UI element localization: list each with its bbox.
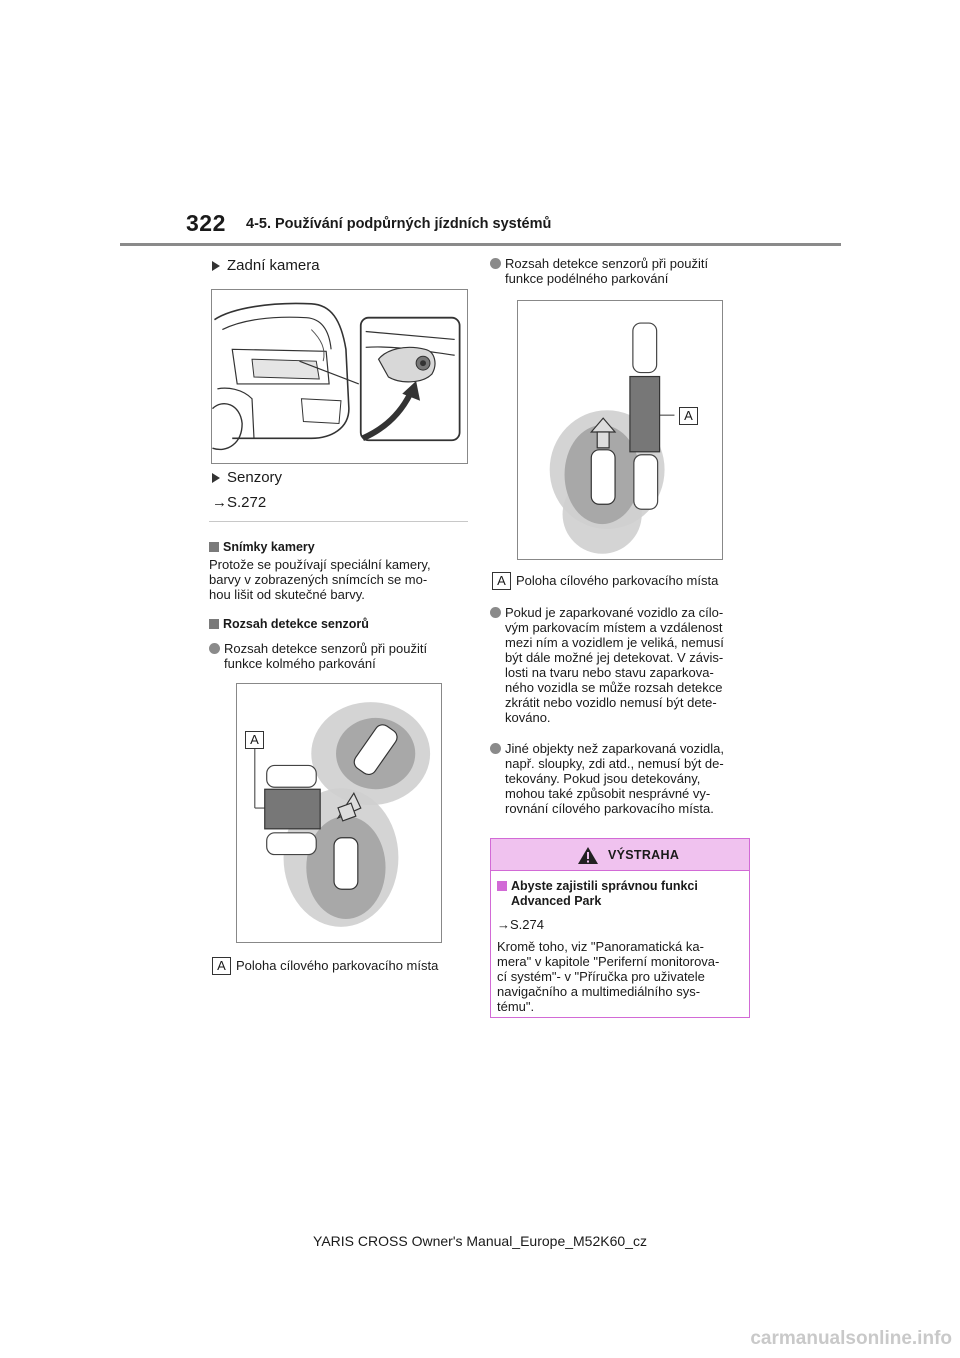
- warning-body: [491, 871, 749, 1014]
- parked-vehicle-bullet: Pokud je zaparkované vozidlo za cílo- vým parkovacím místem a vzdálenost mezi ním a vozidlem je veliká, nemusí být dále možné jej detekovat. V závis- losti na tvaru nebo stavu zaparkova- ného vozidla se může rozsah detekce zkrátit nebo vozidlo nemusí být dete- kováno.: [490, 605, 752, 725]
- triangle-bullet-icon: [212, 473, 220, 483]
- watermark: carmanualsonline.info: [750, 1328, 952, 1349]
- section-title: 4-5. Používání podpůrných jízdních systémů: [246, 216, 552, 232]
- camera-images-heading: Snímky kamery: [209, 540, 469, 555]
- sensors-page-ref[interactable]: →S.272: [212, 494, 267, 511]
- caption-letter-box: A: [492, 572, 511, 590]
- square-bullet-icon: [209, 542, 219, 552]
- perpendicular-bullet: Rozsah detekce senzorů při použití funkce kolmého parkování: [209, 641, 469, 671]
- rear-camera-item: [209, 256, 320, 276]
- sensors-item: [209, 468, 282, 488]
- page-footer: YARIS CROSS Owner's Manual_Europe_M52K60_cz: [313, 1233, 647, 1249]
- warning-heading: Abyste zajistili správnou funkci Advanced Park: [497, 879, 743, 909]
- parallel-caption: A Poloha cílového parkovacího místa: [492, 573, 754, 589]
- rear-camera-illustration: [212, 290, 467, 463]
- other-objects-bullet: Jiné objekty než zaparkovaná vozidla, např. sloupky, zdi atd., nemusí být de- tekovány. Pokud jsou detekovány, mohou také způsobit nesprávné vy- rovnání cílového parkovacího místa.: [490, 741, 752, 816]
- warning-box: [490, 838, 750, 1018]
- square-bullet-icon: [497, 881, 507, 891]
- warning-text: Kromě toho, viz "Panoramatická ka- mera" v kapitole "Periferní monitorova- cí systém"- v "Příručka pro uživatele navigačního a multimediálního sys- tému".: [497, 939, 720, 1014]
- rear-camera-figure: [211, 289, 468, 464]
- parallel-bullet: Rozsah detekce senzorů při použití funkce podélného parkování: [490, 256, 752, 286]
- page-number: 322: [186, 210, 226, 236]
- round-bullet-icon: [490, 743, 501, 754]
- parallel-parking-figure: [517, 300, 723, 560]
- triangle-bullet-icon: [212, 261, 220, 271]
- page-header: [0, 0, 960, 250]
- warning-header: [491, 839, 749, 871]
- detection-range-heading: Rozsah detekce senzorů: [209, 617, 469, 632]
- warning-title: VÝSTRAHA: [608, 848, 680, 862]
- figure-label-a: A: [245, 731, 264, 749]
- warning-page-ref[interactable]: →S.274: [497, 917, 544, 932]
- sensors-label: Senzory: [227, 469, 283, 486]
- round-bullet-icon: [490, 258, 501, 269]
- round-bullet-icon: [209, 643, 220, 654]
- parallel-parking-illustration: [518, 301, 722, 559]
- header-rule: [120, 243, 841, 246]
- perpendicular-caption: A Poloha cílového parkovacího místa: [212, 958, 472, 974]
- camera-images-text: Protože se používají speciální kamery, barvy v zobrazených snímcích se mo- hou lišit od skutečné barvy.: [209, 557, 431, 602]
- figure-label-a: A: [679, 407, 698, 425]
- perpendicular-parking-figure: [236, 683, 442, 943]
- caption-letter-box: A: [212, 957, 231, 975]
- section-divider: [209, 521, 468, 522]
- perpendicular-parking-illustration: [237, 684, 441, 942]
- warning-triangle-icon: [577, 846, 599, 865]
- rear-camera-label: Zadní kamera: [227, 257, 320, 274]
- round-bullet-icon: [490, 607, 501, 618]
- square-bullet-icon: [209, 619, 219, 629]
